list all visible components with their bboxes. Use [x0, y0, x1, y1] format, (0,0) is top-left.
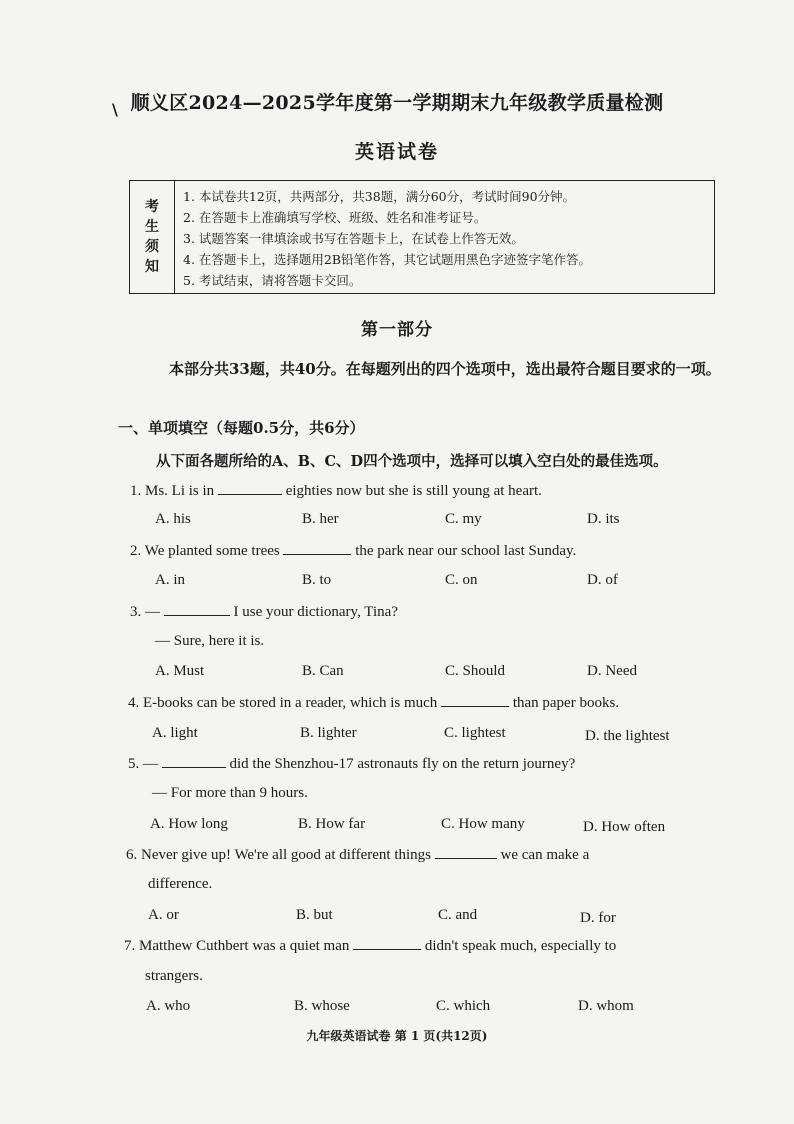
option-d: D. for: [580, 910, 616, 926]
notice-label-char: 考: [145, 199, 159, 215]
margin-mark: \: [112, 100, 118, 119]
question-number: 7.: [124, 938, 136, 954]
option-c: C. which: [436, 998, 491, 1014]
question-stem: [128, 694, 619, 712]
option-c: C. How many: [441, 816, 525, 832]
notice-item: 4. 在答题卡上，选择题用2B铅笔作答，其它试题用黑色字迹签字笔作答。: [183, 252, 592, 267]
question-stem: [130, 482, 542, 500]
notice-label-char: 须: [145, 239, 159, 255]
question-text: didn't speak much, especially to: [424, 938, 617, 954]
option-d: D. its: [587, 511, 620, 527]
option-c: C. Should: [445, 663, 506, 679]
question-text: eighties now but she is still young at heart.: [285, 483, 542, 499]
part-instruction: 从下面各题所给的A、B、C、D四个选项中，选择可以填入空白处的最佳选项。: [156, 453, 668, 470]
question-text: Ms. Li is in: [145, 483, 215, 499]
option-a: A. or: [148, 907, 179, 923]
option-b: B. Can: [302, 663, 344, 679]
question-text: We planted some trees: [144, 543, 280, 559]
page-footer: 九年级英语试卷 第 1 页(共12页): [306, 1029, 488, 1043]
answer-blank: [441, 694, 509, 707]
option-b: B. whose: [294, 998, 350, 1014]
question-text: E-books can be stored in a reader, which is much: [143, 695, 438, 711]
notice-label: [130, 181, 175, 293]
option-a: A. who: [146, 998, 191, 1014]
question-text: I use your dictionary, Tina?: [233, 604, 398, 620]
question-number: 2.: [130, 543, 142, 559]
notice-item: 2. 在答题卡上准确填写学校、班级、姓名和准考证号。: [183, 210, 487, 225]
answer-blank: [353, 937, 421, 950]
option-c: C. lightest: [444, 725, 506, 741]
option-c: C. my: [445, 511, 482, 527]
option-c: C. and: [438, 907, 478, 923]
exam-title: 顺义区2024—2025学年度第一学期期末九年级教学质量检测: [130, 92, 664, 114]
notice-label-char: 知: [145, 259, 159, 275]
option-a: A. his: [155, 511, 191, 527]
question-number: 5.: [128, 756, 140, 772]
question-text: did the Shenzhou-17 astronauts fly on the return journey?: [229, 756, 576, 772]
question-continuation: strangers.: [145, 968, 203, 984]
option-a: A. How long: [150, 816, 228, 832]
answer-blank: [218, 482, 282, 495]
exam-subtitle: 英语试卷: [354, 141, 439, 163]
option-d: D. whom: [578, 998, 634, 1014]
notice-item: 5. 考试结束，请将答题卡交回。: [183, 273, 362, 288]
question-stem: [128, 755, 575, 773]
option-c: C. on: [445, 572, 478, 588]
answer-blank: [283, 542, 351, 555]
question-stem: [130, 542, 576, 560]
question-text: —: [143, 756, 158, 772]
option-d: D. the lightest: [585, 728, 670, 744]
section-title: 第一部分: [361, 320, 433, 340]
answer-blank: [435, 846, 497, 859]
answer-blank: [162, 755, 226, 768]
question-number: 3.: [130, 604, 142, 620]
option-a: A. Must: [155, 663, 205, 679]
option-b: B. but: [296, 907, 333, 923]
option-d: D. Need: [587, 663, 637, 679]
part-heading: 一、单项填空（每题0.5分，共6分）: [118, 419, 365, 437]
question-text: than paper books.: [512, 695, 620, 711]
section-intro: 本部分共33题，共40分。在每题列出的四个选项中，选出最符合题目要求的一项。: [169, 360, 721, 378]
notice-label-char: 生: [145, 219, 159, 235]
question-number: 4.: [128, 695, 140, 711]
question-text: we can make a: [500, 847, 590, 863]
option-a: A. light: [152, 725, 198, 741]
question-continuation: difference.: [148, 876, 213, 892]
answer-blank: [164, 603, 230, 616]
question-stem: [124, 937, 616, 955]
option-b: B. her: [302, 511, 339, 527]
candidate-notice-box: [129, 180, 715, 294]
dialogue-reply: — For more than 9 hours.: [152, 785, 308, 801]
question-number: 6.: [126, 847, 138, 863]
question-text: —: [145, 604, 160, 620]
notice-item: 3. 试题答案一律填涂或书写在答题卡上，在试卷上作答无效。: [183, 231, 524, 246]
option-a: A. in: [155, 572, 185, 588]
option-d: D. of: [587, 572, 618, 588]
notice-items: [175, 181, 591, 293]
option-b: B. How far: [298, 816, 366, 832]
question-text: the park near our school last Sunday.: [355, 543, 577, 559]
question-stem: [126, 846, 589, 864]
option-d: D. How often: [583, 819, 666, 835]
option-b: B. lighter: [300, 725, 357, 741]
notice-item: 1. 本试卷共12页，共两部分，共38题，满分60分，考试时间90分钟。: [183, 189, 576, 204]
dialogue-reply: — Sure, here it is.: [155, 633, 265, 649]
question-text: Never give up! We're all good at different things: [141, 847, 432, 863]
question-stem: [130, 603, 398, 621]
question-text: Matthew Cuthbert was a quiet man: [139, 938, 350, 954]
question-number: 1.: [130, 483, 142, 499]
option-b: B. to: [302, 572, 332, 588]
